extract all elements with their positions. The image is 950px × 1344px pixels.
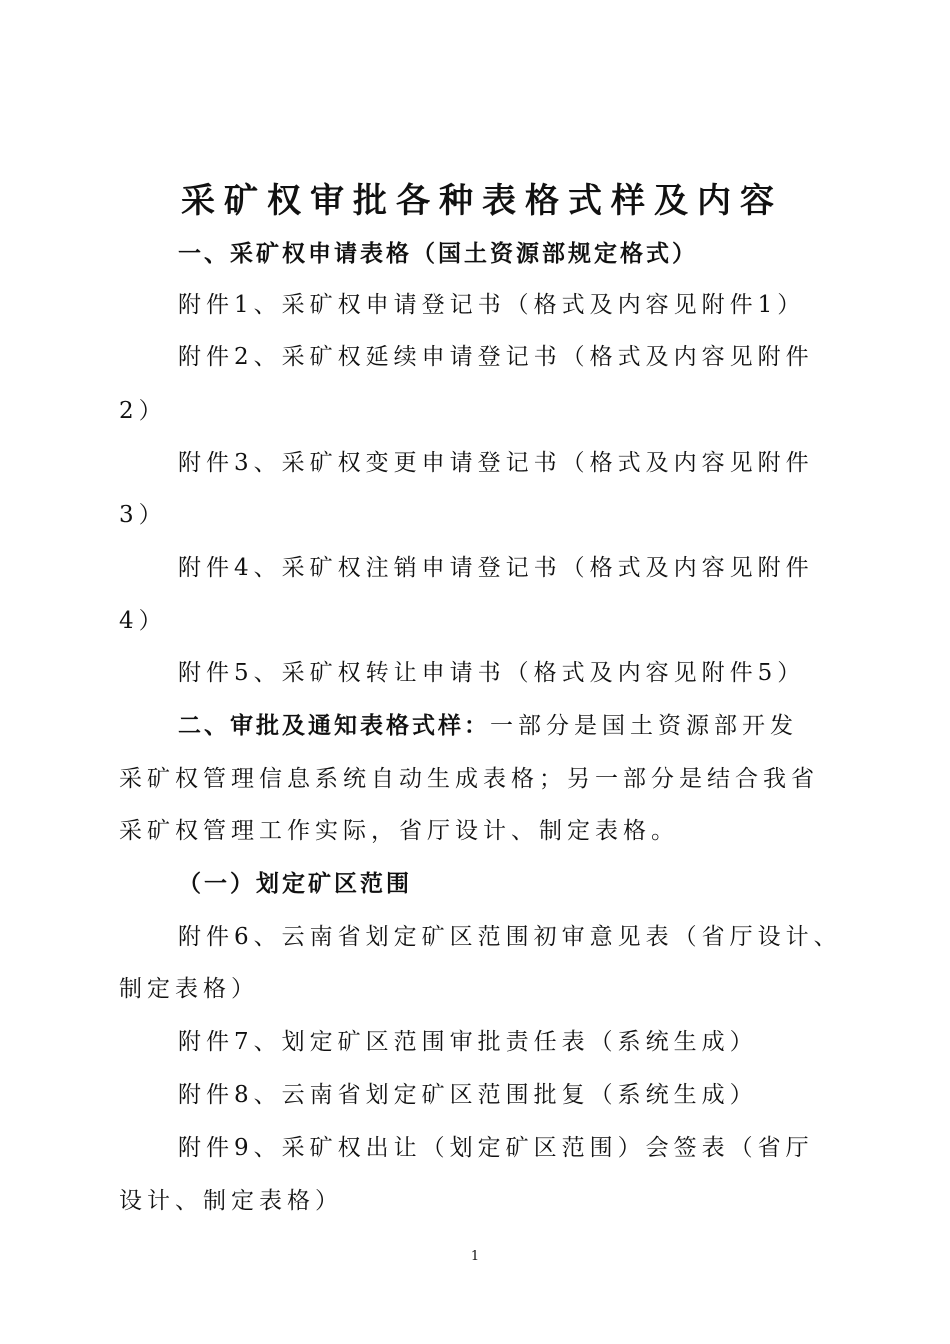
section-2-text-start: 一部分是国土资源部开发: [490, 713, 798, 739]
attachment-4-line: 附件4、采矿权注销申请登记书（格式及内容见附件: [178, 555, 814, 581]
subsection-1-heading: （一）划定矿区范围: [178, 871, 412, 897]
section-1-heading: 一、采矿权申请表格（国土资源部规定格式）: [178, 241, 698, 267]
attachment-5-line: 附件5、采矿权转让申请书（格式及内容见附件5）: [178, 660, 806, 686]
section-2-text-line-2: 采矿权管理信息系统自动生成表格；另一部分是结合我省: [119, 766, 819, 792]
section-2-heading: 二、审批及通知表格式样：: [178, 713, 490, 739]
section-2-paragraph: [178, 709, 918, 743]
attachment-9-line-cont: 设计、制定表格）: [119, 1188, 343, 1214]
section-2-text-line-3: 采矿权管理工作实际，省厅设计、制定表格。: [119, 818, 679, 844]
attachment-7-line: 附件7、划定矿区范围审批责任表（系统生成）: [178, 1029, 758, 1055]
attachment-8-line: 附件8、云南省划定矿区范围批复（系统生成）: [178, 1082, 758, 1108]
attachment-6-line-cont: 制定表格）: [119, 976, 259, 1002]
page-number: 1: [470, 1249, 480, 1264]
document-title: 采矿权审批各种表格式样及内容: [181, 181, 783, 221]
attachment-9-line: 附件9、采矿权出让（划定矿区范围）会签表（省厅: [178, 1135, 814, 1161]
attachment-2-line: 附件2、采矿权延续申请登记书（格式及内容见附件: [178, 344, 814, 370]
attachment-6-line: 附件6、云南省划定矿区范围初审意见表（省厅设计、: [178, 924, 842, 950]
attachment-3-line: 附件3、采矿权变更申请登记书（格式及内容见附件: [178, 450, 814, 476]
attachment-4-line-cont: 4）: [119, 608, 167, 634]
attachment-3-line-cont: 3）: [119, 502, 167, 528]
attachment-2-line-cont: 2）: [119, 398, 167, 424]
attachment-1-line: 附件1、采矿权申请登记书（格式及内容见附件1）: [178, 292, 806, 318]
